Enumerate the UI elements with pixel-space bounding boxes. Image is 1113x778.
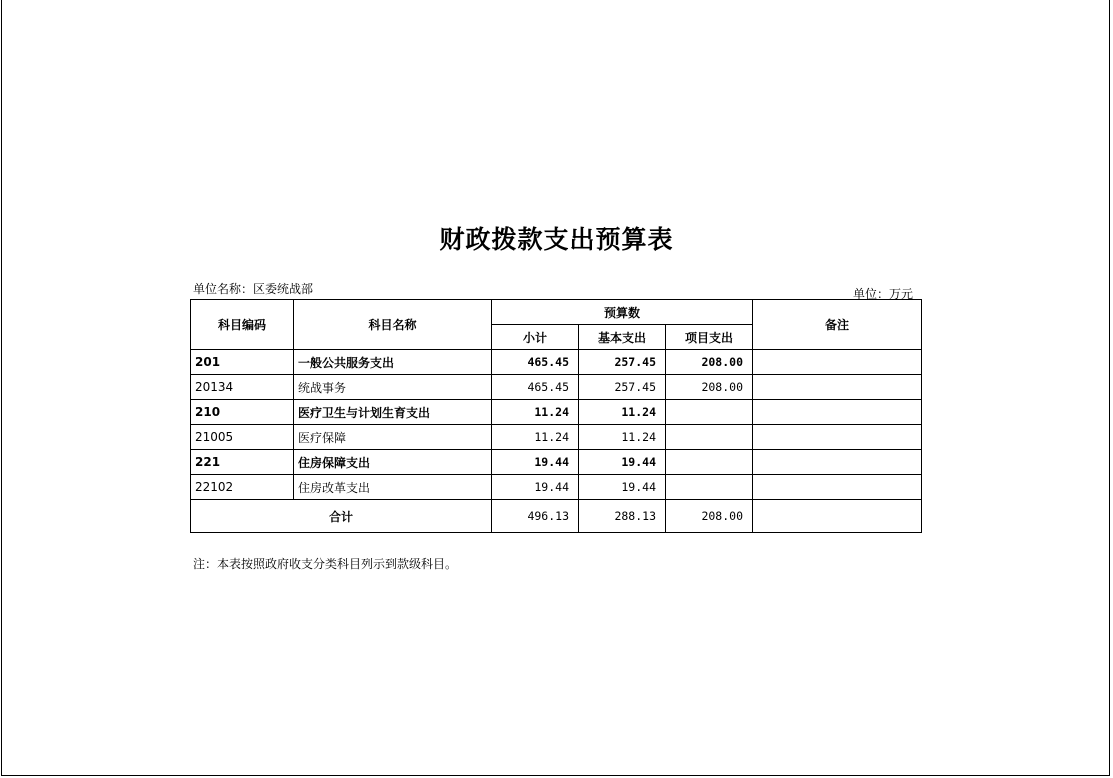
- total-row: [191, 500, 922, 533]
- row-note: [753, 375, 922, 400]
- header-project: 项目支出: [666, 325, 753, 350]
- row-subtotal: 465.45: [492, 375, 579, 400]
- row-name: 住房保障支出: [294, 450, 492, 475]
- row-project: 208.00: [666, 375, 753, 400]
- row-project: [666, 450, 753, 475]
- header-note: 备注: [753, 300, 922, 350]
- row-subtotal: 465.45: [492, 350, 579, 375]
- row-basic: 11.24: [579, 425, 666, 450]
- table-row: [191, 425, 922, 450]
- header-basic: 基本支出: [579, 325, 666, 350]
- table-row: [191, 400, 922, 425]
- row-basic: 19.44: [579, 475, 666, 500]
- row-name: 住房改革支出: [294, 475, 492, 500]
- row-code: 201: [191, 350, 294, 375]
- row-project: [666, 400, 753, 425]
- unit-name-label: 单位名称：区委统战部: [193, 282, 314, 296]
- row-code: 21005: [191, 425, 294, 450]
- header-budget: 预算数: [492, 300, 753, 325]
- row-note: [753, 400, 922, 425]
- row-subtotal: 19.44: [492, 475, 579, 500]
- row-note: [753, 450, 922, 475]
- row-code: 221: [191, 450, 294, 475]
- row-basic: 11.24: [579, 400, 666, 425]
- row-name: 一般公共服务支出: [294, 350, 492, 375]
- header-subtotal: 小计: [492, 325, 579, 350]
- header-name: 科目名称: [294, 300, 492, 350]
- row-note: [753, 475, 922, 500]
- row-basic: 257.45: [579, 375, 666, 400]
- row-basic: 19.44: [579, 450, 666, 475]
- row-code: 210: [191, 400, 294, 425]
- unit-label: 单位：万元: [853, 287, 914, 301]
- row-project: [666, 475, 753, 500]
- footnote: 注：本表按照政府收支分类科目列示到款级科目。: [193, 557, 458, 571]
- total-note: [753, 500, 922, 533]
- row-note: [753, 350, 922, 375]
- row-subtotal: 11.24: [492, 400, 579, 425]
- row-project: 208.00: [666, 350, 753, 375]
- total-project: 208.00: [666, 500, 753, 533]
- row-subtotal: 19.44: [492, 450, 579, 475]
- table-row: [191, 450, 922, 475]
- page-title: 财政拨款支出预算表: [439, 225, 674, 254]
- table-row: [191, 375, 922, 400]
- row-code: 20134: [191, 375, 294, 400]
- header-code: 科目编码: [191, 300, 294, 350]
- total-subtotal: 496.13: [492, 500, 579, 533]
- row-name: 医疗卫生与计划生育支出: [294, 400, 492, 425]
- row-basic: 257.45: [579, 350, 666, 375]
- total-basic: 288.13: [579, 500, 666, 533]
- table-row: [191, 475, 922, 500]
- row-subtotal: 11.24: [492, 425, 579, 450]
- budget-table: [190, 299, 922, 533]
- table-row: [191, 350, 922, 375]
- row-code: 22102: [191, 475, 294, 500]
- total-label: 合计: [191, 500, 492, 533]
- row-project: [666, 425, 753, 450]
- row-name: 医疗保障: [294, 425, 492, 450]
- row-note: [753, 425, 922, 450]
- row-name: 统战事务: [294, 375, 492, 400]
